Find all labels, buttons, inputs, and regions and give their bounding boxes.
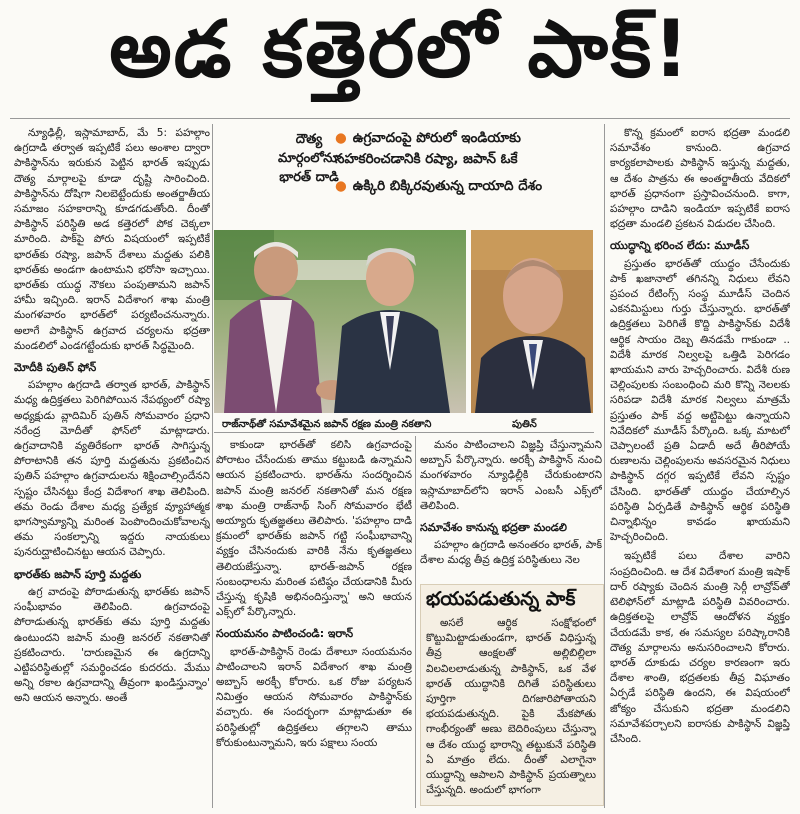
kicker: దౌత్య మార్గంలోనూ భారత్ దాడి	[278, 132, 342, 185]
headline: అడ కత్తెరలో పాక్!	[109, 4, 691, 95]
handshake-image	[214, 230, 466, 413]
boxed-story-text: అసలే ఆర్థిక సంక్షోభంలో కొట్టుమిట్టాడుతుండగా, భారత్ విధిస్తున్న తీవ్ర ఆంక్షలతో అల్లిబిల్లిలా విలవిలలాడుతున్న పాకిస్థాన్, ఒక వేళ భారత్ యుద్ధానికి దిగితే పరిస్థితులు పూర్తిగా దిగజారిపోతాయని భయపడుతున్నది. పైకి మేకపోతు గాంభీర్యంతో అణు బెదిరింపులు చేస్తున్నా ఆ దేశం యుద్ధ భారాన్ని తట్టుకునే పరిస్థితి ఏ మాత్రం లేదు. దీంతో ఎలాగైనా యుద్ధాన్ని ఆపాలని పాకిస్థాన్ ప్రయత్నాలు చేస్తున్నది. అందులో భాగంగా	[426, 617, 596, 797]
column-2	[216, 438, 412, 808]
column-divider-2	[415, 436, 416, 808]
headline-rule	[10, 118, 790, 119]
bullet-item	[335, 176, 595, 197]
col4-para-1: కొన్న క్రమంలో ఐరాస భద్రతా మండలి సమావేశం కానుంది. ఉగ్రవాద కార్యకలాపాలకు పాకిస్థాన్ ఇస్తున్న మద్దతు, ఆ దేశం పాత్రను ఈ అంతర్జాతీయ వేదికలో భారత్ ప్రధానంగా ప్రస్తావించనుంది. కాగా, పహల్గాం దాడిని ఇండియా ఇప్పటికే ఐరాస భద్రతా మండలి ప్రకటన విడుదల చేసింది.	[610, 127, 790, 231]
col1-para-2: పహల్గాం ఉగ్రదాడి తర్వాత భారత్, పాకిస్థాన్ మధ్య ఉద్రిక్తతలు పెరిగిపోయిన నేపథ్యంలో రష్యా అధ్యక్షుడు వ్లాదిమిర్ పుతిన్ సోమవారం ప్రధాని నరేంద్ర మోదీతో ఫోన్‌లో మాట్లాడారు. ఉగ్రవాదానికి వ్యతిరేకంగా భారత్ సాగిస్తున్న పోరాటానికి తన పూర్తి మద్దతును ప్రకటించిన పుతిన్ పహల్గాం ఉగ్రవాదులను శిక్షించాల్సిందేనని స్పష్టం చేసినట్టు కేంద్ర విదేశాంగ శాఖ తెలిపింది. తమ రెండు దేశాల మధ్య ప్రత్యేక వ్యూహాత్మక భాగస్వామ్యాన్ని మరింత పెంపొందించుకోవాలన్న తమ సంకల్పాన్ని ఇద్దరు నాయకులు పునరుద్ఘాటించినట్టు ఆయన చెప్పారు.	[14, 379, 210, 559]
bullet-item	[335, 128, 595, 170]
boxed-story-title: భయపడుతున్న పాక్	[426, 588, 576, 610]
col4-subhead: యుద్ధాన్ని భరించ లేదు: మూడీస్	[610, 239, 750, 253]
col4-para-3: ఇప్పటికే పలు దేశాల వారిని సంప్రదించింది. ఆ దేశ విదేశాంగ మంత్రి ఇషాక్ దార్ రష్యాకు చెందిన మంత్రి సెర్గీ లావ్రోవ్‌తో టెలిఫోన్‌లో మాట్లాడి పరిస్థితి వివరించారు. ఉద్రిక్తతలపై లావ్రోవ్ ఆందోళన వ్యక్తం చేయడమే కాక, ఈ సమస్యల పరిష్కారానికి దౌత్య మార్గాలను అనుసరించాలని కోరారు. భారత్ దూకుడు చర్యల కారణంగా ఇరు దేశాల శాంతి, భద్రతలకు తీవ్ర విఘాతం ఏర్పడే పరిస్థితి ఉందని, ఈ విషయంలో జోక్యం చేసుకుని భద్రతా మండలిని సమావేశపర్చాలని ఐరాసకు పాకిస్థాన్ విజ్ఞప్తి చేసింది.	[610, 550, 790, 745]
column-4	[610, 126, 790, 808]
column-divider-1	[212, 124, 213, 808]
col1-intro: న్యూఢిల్లీ, ఇస్లామాబాద్, మే 5: పహల్గాం ఉగ్రదాడి తర్వాత ఇప్పటికే పలు అంశాల ద్వారా పాకిస్థాన్‌ను ఇరుకున పెట్టిన భారత్ ఇప్పుడు దౌత్య మార్గాలపై కూడా దృష్టి సారించింది. పాకిస్థాన్‌ను దోషిగా నిలబెట్టేందుకు అంతర్జాతీయ సమాజం సహకారాన్ని కూడగడుతోంది. దీంతో పాకిస్థాన్ పరిస్థితి అడ కత్తెరలో పోక చెక్కలా మారింది. పాక్‌పై పోరు విషయంలో ఇప్పటికే భారత్‌కు రష్యా, జపాన్ దేశాలు మద్దతు పలికి భారత్‌కు అండగా ఉంటామని భరోసా ఇచ్చాయి. భారత్‌కు యుద్ధ నౌకలు పంపుతామని జపాన్ హామీ ఇచ్చింది. ఇరాన్ విదేశాంగ శాఖ మంత్రి మంగళవారం భారత్‌లో పర్యటించనున్నారు. అలాగే పాకిస్థాన్ ఉగ్రవాద చర్యలను భద్రతా మండలిలో ఎండగట్టేందుకు భారత్ సిద్ధమైంది.	[14, 127, 210, 352]
bullet-text: ఉగ్రవాదంపై పోరులో ఇండియాకు సహకరించడానికి రష్యా, జపాన్ ఓకే	[335, 130, 521, 167]
column-divider-3	[604, 124, 605, 808]
column-1	[14, 126, 210, 808]
col2-para-2: భారత్-పాకిస్థాన్ రెండు దేశాలూ సంయమనం పాటించాలని ఇరాన్ విదేశాంగ శాఖ మంత్రి అబ్బాస్ అరక్చీ కోరారు. ఒక రోజు పర్యటన నిమిత్తం ఆయన సోమవారం పాకిస్థాన్‌కు వచ్చారు. ఈ సందర్భంగా మాట్లాడుతూ ఈ పరిస్థితుల్లో ఉద్రిక్తతలు తగ్గాలని తాము కోరుకుంటున్నామని, ఇరు పక్షాలు సంయ	[216, 645, 412, 749]
col3-subhead: సమావేశం కానున్న భద్రతా మండలి	[420, 521, 567, 535]
caption-portrait: పుతిన్	[512, 419, 537, 430]
portrait-image	[471, 230, 593, 413]
photo-rule	[214, 432, 594, 433]
col3-para-1: మనం పాటించాలని విజ్ఞప్తి చేస్తున్నామని అబ్బాస్ పేర్కొన్నారు. అరక్చీ పాకిస్థాన్ నుంచి మంగళవారం న్యూఢిల్లీకి చేరుకుంటారని ఇస్లామాబాద్‌లోని ఇరాన్ ఎంబసీ ఎక్స్‌లో తెలిపింది.	[420, 439, 602, 512]
boxed-story-body	[426, 616, 596, 802]
photo-portrait	[471, 230, 593, 413]
bullet-icon: ●	[335, 178, 347, 194]
col4-para-2: ప్రస్తుతం భారత్‌తో యుద్ధం చేసేందుకు పాక్ ఖజానాలో తగినన్ని నిధులు లేవని ప్రపంచ రేటింగ్స్ సంస్థ మూడీస్ చెందిన ఎకనమిస్టులు గుర్తు చేస్తున్నారు. భారత్‌తో ఉద్రిక్తతలు పెరిగితే కొద్ది పాకిస్థాన్‌కు విదేశీ ఆర్థిక సాయం దెబ్బ తినడమే గాకుండా .. విదేశీ మారక నిల్వలపై ఒత్తిడి పెరిగడం ఖాయమని వారు హెచ్చరించారు. విదేశీ రుణ చెల్లింపులకు సంబంధించి మరి కొన్ని నెలలకు సరిపడా విదేశీ మారక నిల్వలు మాత్రమే ప్రస్తుతం పాక్ వద్ద అట్టిపెట్టు ఉన్నాయని నివేదికలో మూడీస్ పేర్కొంది. ఒక్క మాటలో చెప్పాలంటే ప్రతి ఏడాదీ అదే తీరిపోయే రుణాలను చెల్లింపులను అవసరమైన నిధులు పాకిస్థాన్ దగ్గర ఇప్పటికే లేవని స్పష్టం చేసింది. భారత్‌తో యుద్ధం చేయాల్సిన పరిస్థితి ఏర్పడితే పాకిస్థాన్ ఆర్థిక పరిస్థితి చిన్నాభిన్నం కావడం ఖాయమని హెచ్చరించింది.	[610, 257, 790, 544]
bullet-icon: ●	[335, 130, 347, 146]
col1-para-3: ఉగ్ర వాదంపై పోరాడుతున్న భారత్‌కు జపాన్ సంఘీభావం తెలిపింది. ఉగ్రవాదంపై పోరాడుతున్న భారత్‌కు తమ పూర్తి మద్దతు ఉంటుందని జపాన్ మంత్రి జనరల్ నకతానితో ప్రకటించారు. 'దారుణమైన ఈ ఉగ్రదాన్ని ఎట్టిపరిస్థితుల్లో సమర్థించడం కుదరదు. మేము అన్ని రకాల ఉగ్రవాదాన్ని తీవ్రంగా ఖండిస్తున్నాం' అని ఆయన అన్నారు. అంతే	[14, 585, 210, 705]
col3-para-2: పహల్గాం ఉగ్రదాడి అనంతరం భారత్, పాక్ దేశాల మధ్య తీవ్ర ఉద్రిక్త పరిస్థితులు నెల	[420, 539, 602, 567]
col2-subhead: సంయమనం పాటించండి: ఇరాన్	[216, 627, 354, 641]
photo-handshake	[214, 230, 466, 413]
bullet-text: ఉక్కిరి బిక్కిరవుతున్న దాయాది దేశం	[352, 178, 543, 194]
col1-subhead-1: మోదీకి పుతిన్ ఫోన్	[14, 361, 97, 375]
bullet-list	[335, 128, 595, 203]
col2-para-1: కాకుండా భారత్‌తో కలిసి ఉగ్రవాదంపై పోరాటం చేసేందుకు తాము కట్టుబడి ఉన్నామని ఆయన ప్రకటించారు. భారత్‌ను సందర్శించిన జపాన్ మంత్రి జనరల్ నకతానితో మన రక్షణ శాఖ మంత్రి రాజ్‌నాథ్ సింగ్ సోమవారం భేటీ అయ్యారు కృతజ్ఞతలు తెలిపారు. 'పహల్గాం దాడి క్రమంలో భారత్‌కు జపాన్ గట్టి సంఘీభావాన్ని వ్యక్తం చేసినందుకు వారికి నేను కృతజ్ఞతలు తెలియజేస్తున్నా. భారత్-జపాన్ రక్షణ సంబంధాలను మరింత పటిష్ఠం చేయడానికి మీరు చేస్తున్న కృషికి అభినందిస్తున్నా' అని ఆయన ఎక్స్‌లో పేర్కొన్నారు.	[216, 439, 412, 619]
col1-subhead-2: భారత్‌కు జపాన్ పూర్తి మద్దతు	[14, 567, 142, 581]
column-3	[420, 438, 602, 580]
caption-handshake: రాజ్‌నాథ్‌తో సమావేశమైన జపాన్ రక్షణ మంత్రి నకతాని	[222, 419, 432, 430]
